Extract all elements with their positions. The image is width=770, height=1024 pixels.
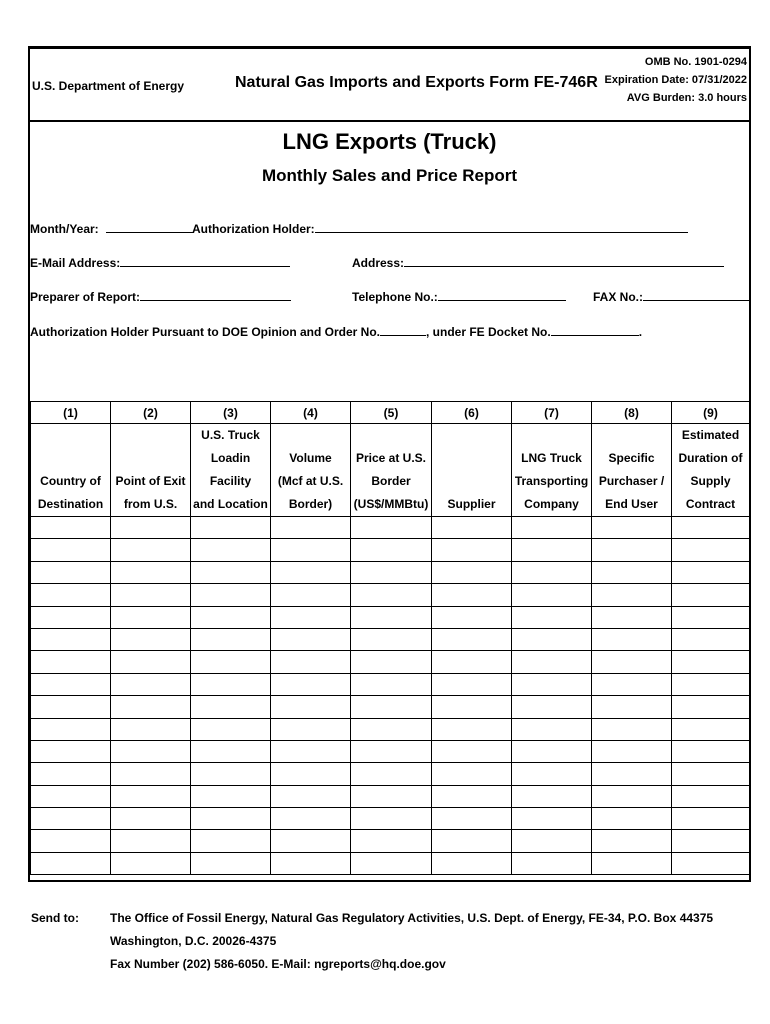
table-cell[interactable] [191,584,271,606]
table-cell[interactable] [672,740,750,762]
table-row [31,651,750,673]
table-cell[interactable] [191,785,271,807]
table-cell[interactable] [592,561,672,583]
table-cell[interactable] [191,539,271,561]
column-header [351,424,432,517]
table-cell[interactable] [672,830,750,852]
table-cell[interactable] [271,740,351,762]
table-cell[interactable] [31,673,111,695]
table-cell[interactable] [351,808,432,830]
table-cell[interactable] [351,740,432,762]
table-cell[interactable] [31,539,111,561]
table-cell[interactable] [31,628,111,650]
column-header-line: (Mcf at U.S. [277,474,344,488]
table-cell[interactable] [271,830,351,852]
table-cell[interactable] [432,785,512,807]
table-cell[interactable] [512,539,592,561]
table-cell[interactable] [672,606,750,628]
email-line[interactable] [120,255,290,267]
table-cell[interactable] [271,517,351,539]
column-number: (1) [31,402,111,424]
table-cell[interactable] [111,808,191,830]
form-frame [28,46,751,882]
column-header-line: Destination [37,497,104,511]
column-header-line: Loadin Facility [209,451,252,488]
column-header-line: Point of Exit [115,474,186,488]
table-cell[interactable] [592,628,672,650]
table-cell[interactable] [191,673,271,695]
table-cell[interactable] [31,696,111,718]
column-header-line: Transporting [514,474,589,488]
table-cell[interactable] [592,852,672,874]
table-cell[interactable] [512,808,592,830]
table-cell[interactable] [31,852,111,874]
table-cell[interactable] [672,852,750,874]
table-cell[interactable] [432,584,512,606]
table-cell[interactable] [512,673,592,695]
docket-label: , under FE Docket No. [426,325,551,339]
table-cell[interactable] [191,561,271,583]
table-cell[interactable] [271,539,351,561]
table-cell[interactable] [672,763,750,785]
report-subtitle: Monthly Sales and Price Report [261,166,518,185]
telephone-label: Telephone No.: [352,290,438,304]
month-year-field[interactable] [30,221,194,236]
table-row [31,830,750,852]
column-number: (9) [672,402,750,424]
table-cell[interactable] [271,561,351,583]
table-cell[interactable] [512,651,592,673]
table-cell[interactable] [271,584,351,606]
table-cell[interactable] [592,696,672,718]
column-header-line: Estimated [681,428,740,442]
table-cell[interactable] [271,673,351,695]
table-cell[interactable] [111,696,191,718]
table-cell[interactable] [191,830,271,852]
table-cell[interactable] [271,606,351,628]
address-field[interactable] [352,255,724,270]
table-cell[interactable] [271,785,351,807]
column-header-line: Specific [608,451,655,465]
send-to-line-2: Washington, D.C. 20026-4375 [110,934,277,948]
table-cell[interactable] [351,584,432,606]
table-cell[interactable] [111,830,191,852]
table-cell[interactable] [351,785,432,807]
table-cell[interactable] [351,628,432,650]
table-cell[interactable] [351,651,432,673]
table-cell[interactable] [111,740,191,762]
table-cell[interactable] [512,561,592,583]
column-number: (5) [351,402,432,424]
table-cell[interactable] [111,718,191,740]
table-cell[interactable] [31,718,111,740]
column-header [31,424,111,517]
table-cell[interactable] [592,830,672,852]
table-cell[interactable] [432,606,512,628]
table-row [31,718,750,740]
column-header [111,424,191,517]
table-cell[interactable] [31,517,111,539]
table-cell[interactable] [191,740,271,762]
table-cell[interactable] [271,651,351,673]
table-cell[interactable] [191,606,271,628]
column-header [191,424,271,517]
fax-label: FAX No.: [593,290,643,304]
month-year-label: Month/Year: [30,222,99,236]
column-header-line: U.S. Truck [201,428,260,442]
table-cell[interactable] [351,830,432,852]
table-cell[interactable] [111,651,191,673]
column-header-line: Supplier [447,497,496,511]
table-row [31,673,750,695]
table-cell[interactable] [31,740,111,762]
table-cell[interactable] [31,606,111,628]
table-cell[interactable] [512,740,592,762]
column-header-line: Country of [40,474,101,488]
column-header-line: End User [605,497,658,511]
table-cell[interactable] [351,539,432,561]
send-to-address [110,907,713,976]
table-cell[interactable] [592,539,672,561]
table-cell[interactable] [111,673,191,695]
table-cell[interactable] [432,517,512,539]
order-field [30,324,642,339]
table-cell[interactable] [432,673,512,695]
form-title: Natural Gas Imports and Exports Form FE-746R [235,74,598,91]
table-cell[interactable] [432,740,512,762]
table-cell[interactable] [432,808,512,830]
table-cell[interactable] [31,763,111,785]
column-header [672,424,750,517]
column-header-row [31,424,750,517]
table-cell[interactable] [111,763,191,785]
column-header [432,424,512,517]
table-cell[interactable] [111,517,191,539]
table-cell[interactable] [512,785,592,807]
table-cell[interactable] [351,696,432,718]
order-end: . [638,325,643,339]
column-header-line: (US$/MMBtu) [353,497,429,511]
table-cell[interactable] [592,763,672,785]
column-header-line: LNG Truck [521,451,582,465]
table-cell[interactable] [432,696,512,718]
table-cell[interactable] [512,628,592,650]
table-cell[interactable] [351,673,432,695]
docket-number-line[interactable] [551,324,639,336]
table-cell[interactable] [672,584,750,606]
table-cell[interactable] [351,561,432,583]
table-cell[interactable] [592,584,672,606]
column-header-line: from U.S. [123,497,178,511]
table-cell[interactable] [512,718,592,740]
table-cell[interactable] [432,561,512,583]
table-cell[interactable] [592,785,672,807]
table-cell[interactable] [111,606,191,628]
table-cell[interactable] [672,561,750,583]
column-header-line: Duration of [678,451,743,465]
table-row [31,852,750,874]
table-cell[interactable] [271,718,351,740]
table-cell[interactable] [512,696,592,718]
form-header [30,49,749,122]
column-header-line: Contract [685,497,736,511]
agency-name: U.S. Department of Energy [32,79,185,93]
address-line[interactable] [404,255,724,267]
column-header [271,424,351,517]
report-title: LNG Exports (Truck) [282,129,497,154]
table-row [31,561,750,583]
auth-holder-label: Authorization Holder: [192,222,315,236]
table-cell[interactable] [31,561,111,583]
table-cell[interactable] [592,606,672,628]
send-to-line-1: The Office of Fossil Energy, Natural Gas Regulatory Activities, U.S. Dept. of Energy, FE-34, P.O. Box 44375 [110,911,714,925]
table-row [31,763,750,785]
column-header [512,424,592,517]
column-header-line: Price at U.S. [355,451,427,465]
table-cell[interactable] [111,628,191,650]
column-number: (8) [592,402,672,424]
table-cell[interactable] [592,718,672,740]
table-cell[interactable] [672,651,750,673]
table-cell[interactable] [672,628,750,650]
table-cell[interactable] [432,763,512,785]
table-cell[interactable] [191,696,271,718]
table-cell[interactable] [672,517,750,539]
table-cell[interactable] [512,606,592,628]
order-number-line[interactable] [380,324,426,336]
table-cell[interactable] [432,718,512,740]
table-cell[interactable] [592,673,672,695]
table-row [31,606,750,628]
table-cell[interactable] [191,651,271,673]
table-cell[interactable] [31,584,111,606]
table-cell[interactable] [592,651,672,673]
table-cell[interactable] [191,852,271,874]
preparer-label: Preparer of Report: [30,290,141,304]
column-number: (3) [191,402,271,424]
table-row [31,808,750,830]
table-cell[interactable] [672,785,750,807]
table-cell[interactable] [191,517,271,539]
table-row [31,539,750,561]
column-number: (6) [432,402,512,424]
send-to-label: Send to: [31,911,79,925]
table-cell[interactable] [271,808,351,830]
table-cell[interactable] [592,808,672,830]
address-label: Address: [352,256,405,270]
column-header-line: Border [371,474,411,488]
table-cell[interactable] [31,830,111,852]
table-cell[interactable] [432,830,512,852]
table-cell[interactable] [111,539,191,561]
table-cell[interactable] [592,740,672,762]
table-cell[interactable] [512,830,592,852]
table-cell[interactable] [512,584,592,606]
omb-number: OMB No. 1901-0294 [644,56,747,68]
expiration-date: Expiration Date: 07/31/2022 [604,74,747,86]
email-field[interactable] [30,255,290,270]
month-year-line[interactable] [106,221,194,233]
table-cell[interactable] [672,539,750,561]
table-cell[interactable] [592,517,672,539]
table-cell[interactable] [111,785,191,807]
table-cell[interactable] [351,763,432,785]
table-cell[interactable] [432,852,512,874]
table-cell[interactable] [672,673,750,695]
table-row [31,628,750,650]
table-cell[interactable] [191,808,271,830]
table-cell[interactable] [191,718,271,740]
table-cell[interactable] [111,584,191,606]
table-cell[interactable] [31,785,111,807]
table-cell[interactable] [432,539,512,561]
table-cell[interactable] [672,718,750,740]
table-cell[interactable] [672,696,750,718]
table-row [31,696,750,718]
column-header [592,424,672,517]
auth-holder-field[interactable] [192,221,688,236]
table-row [31,740,750,762]
column-number: (2) [111,402,191,424]
column-header-line: Border) [288,497,333,511]
auth-holder-line[interactable] [315,221,688,233]
table-cell[interactable] [271,628,351,650]
table-cell[interactable] [111,852,191,874]
table-cell[interactable] [512,852,592,874]
table-cell[interactable] [351,718,432,740]
telephone-field[interactable] [352,289,566,304]
table-cell[interactable] [351,517,432,539]
send-to-line-3: Fax Number (202) 586-6050. E-Mail: ngreports@hq.doe.gov [110,957,446,971]
table-cell[interactable] [432,651,512,673]
table-cell[interactable] [432,628,512,650]
table-cell[interactable] [512,763,592,785]
column-header-line: and Location [193,497,268,511]
column-number-row [31,402,750,424]
table-cell[interactable] [31,651,111,673]
column-header-line: Company [524,497,579,511]
column-header-line: Supply [690,474,731,488]
table-cell[interactable] [191,763,271,785]
table-cell[interactable] [672,808,750,830]
order-label: Authorization Holder Pursuant to DOE Opinion and Order No. [30,325,380,339]
table-cell[interactable] [351,606,432,628]
table-cell[interactable] [271,763,351,785]
table-row [31,584,750,606]
table-cell[interactable] [512,517,592,539]
telephone-line[interactable] [438,289,566,301]
column-header-line: Purchaser / [598,474,665,488]
table-cell[interactable] [191,628,271,650]
preparer-line[interactable] [140,289,291,301]
table-cell[interactable] [271,852,351,874]
table-row [31,785,750,807]
avg-burden: AVG Burden: 3.0 hours [626,92,747,104]
column-header-line: Volume [289,451,332,465]
fax-line[interactable] [643,289,750,301]
column-number: (7) [512,402,592,424]
preparer-field[interactable] [30,289,291,304]
email-label: E-Mail Address: [30,256,121,270]
table-cell[interactable] [271,696,351,718]
table-row [31,517,750,539]
table-cell[interactable] [351,852,432,874]
table-cell[interactable] [31,808,111,830]
table-cell[interactable] [111,561,191,583]
omb-info [605,53,747,107]
table-body [31,517,750,875]
column-number: (4) [271,402,351,424]
fax-field[interactable] [593,289,750,304]
sales-table [30,401,750,875]
